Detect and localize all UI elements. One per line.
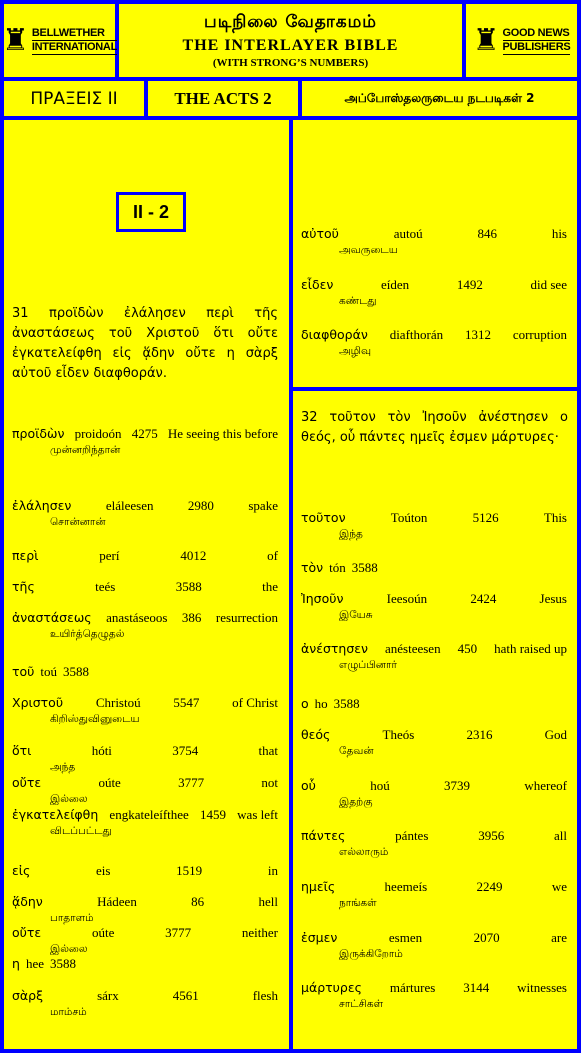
transliteration: Hádeen <box>97 894 137 909</box>
transliteration: sárx <box>97 988 119 1003</box>
greek-word: οὗ <box>301 778 316 793</box>
greek-word: τοῦ <box>12 664 35 679</box>
transliteration: hóti <box>91 743 112 758</box>
word-entry <box>12 547 278 564</box>
transliteration: eláleesen <box>105 498 154 513</box>
transliteration: hoú <box>370 778 390 793</box>
english-gloss: This <box>543 510 567 525</box>
tamil-gloss: இல்லை <box>50 943 88 955</box>
english-gloss: was left <box>237 807 278 822</box>
greek-word: θεός <box>301 727 331 742</box>
english-gloss: corruption <box>512 327 567 342</box>
greek-word: προϊδὼν <box>12 426 65 441</box>
greek-word: μάρτυρες <box>301 980 362 995</box>
english-gloss: are <box>551 930 567 945</box>
greek-word: τοῦτον <box>301 510 346 525</box>
english-gloss: He seeing this before <box>167 426 278 441</box>
transliteration: eíden <box>381 277 410 292</box>
greek-word: ημεῖς <box>301 879 336 894</box>
word-entry <box>301 777 567 811</box>
word-entry <box>301 726 567 760</box>
greek-word: πάντες <box>301 828 346 843</box>
strongs-number: 3777 <box>178 775 205 790</box>
english-gloss: spake <box>248 498 278 513</box>
strongs-number: 3144 <box>463 980 490 995</box>
word-entry <box>301 559 567 576</box>
book-tamil: அப்போஸ்தலருடைய நடபடிகள் 2 <box>302 81 577 116</box>
english-gloss: Jesus <box>539 591 567 606</box>
word-entry <box>12 774 278 808</box>
strongs-number: 1459 <box>200 807 226 822</box>
left-logo-line2: INTERNATIONAL <box>31 40 118 53</box>
word-entry <box>12 893 278 927</box>
transliteration: mártures <box>389 980 436 995</box>
greek-word: ᾅδην <box>12 894 43 909</box>
transliteration: heemeís <box>384 879 428 894</box>
greek-word: ο <box>301 696 309 711</box>
transliteration: pántes <box>395 828 429 843</box>
tamil-gloss: சொன்னான் <box>50 516 106 528</box>
english-gloss: flesh <box>252 988 278 1003</box>
transliteration: proidoón <box>74 426 122 441</box>
bible-title <box>119 4 462 77</box>
bellwether-logo <box>1 4 118 77</box>
transliteration: hee <box>25 956 44 971</box>
strongs-number: 3777 <box>165 925 192 940</box>
strongs-number: 2249 <box>476 879 503 894</box>
tamil-gloss: அவருடைய <box>339 244 398 256</box>
transliteration: anésteesen <box>385 641 441 656</box>
chapter-label: II - 2 <box>116 192 186 232</box>
tamil-gloss: முன்னறிந்தான் <box>50 444 121 456</box>
strongs-number: 2070 <box>473 930 500 945</box>
tamil-gloss: தேவன் <box>339 745 374 757</box>
right-logo-line1: GOOD NEWS <box>502 26 570 39</box>
word-entry <box>301 640 567 674</box>
strongs-number: 4012 <box>180 548 207 563</box>
shepherd-icon: ♜ <box>472 23 500 57</box>
strongs-number: 2980 <box>187 498 214 513</box>
right-logo-line2: PUBLISHERS <box>502 40 571 53</box>
word-entry <box>301 326 567 360</box>
english-gloss: hell <box>258 894 278 909</box>
word-entry <box>12 987 278 1021</box>
strongs-number: 4275 <box>131 426 158 441</box>
english-gloss: the <box>262 579 278 594</box>
verse-32-text: 32 τοῦτον τὸν Ἰησοῦν ἀνέστησεν ο θεός, οὗ πάντες ημεῖς ἐσμεν μάρτυρες· <box>301 410 568 445</box>
strongs-number: 4561 <box>172 988 199 1003</box>
english-gloss: God <box>544 727 567 742</box>
word-entry <box>301 276 567 310</box>
english-gloss: of Christ <box>232 695 278 710</box>
transliteration: diafthorán <box>389 327 444 342</box>
word-entry <box>301 695 567 712</box>
english-gloss: did see <box>530 277 567 292</box>
verse-31-text: 31 προϊδὼν ἐλάλησεν περὶ τῆς ἀναστάσεως τοῦ Χριστοῦ ὅτι οὔτε ἐγκατελείφθη εἰς ᾅδην οὔτε η σὰρξ αὐτοῦ εἶδεν διαφθοράν. <box>12 306 278 381</box>
english-gloss: that <box>258 743 278 758</box>
greek-word: διαφθοράν <box>301 327 368 342</box>
strongs-number: 3588 <box>175 579 202 594</box>
greek-word: Χριστοῦ <box>12 695 64 710</box>
transliteration: oúte <box>91 925 115 940</box>
shepherd-icon: ♜ <box>1 23 29 57</box>
tamil-gloss: விடப்பட்டது <box>50 825 112 837</box>
book-english: THE ACTS 2 <box>148 81 298 116</box>
transliteration: teés <box>95 579 116 594</box>
english-gloss: neither <box>241 925 278 940</box>
strongs-number: 3588 <box>63 664 90 679</box>
transliteration: autoú <box>393 226 423 241</box>
transliteration: anastáseoos <box>106 610 168 625</box>
greek-word: σὰρξ <box>12 988 44 1003</box>
english-gloss: resurrection <box>215 610 278 625</box>
english-gloss: not <box>261 775 278 790</box>
word-entry <box>12 425 278 459</box>
english-gloss: in <box>267 863 278 878</box>
word-entry <box>12 955 278 972</box>
strongs-number: 86 <box>191 894 205 909</box>
greek-word: οὔτε <box>12 775 42 790</box>
transliteration: Ieesoún <box>386 591 428 606</box>
word-entry <box>301 929 567 963</box>
transliteration: ho <box>314 696 328 711</box>
strongs-number: 5547 <box>173 695 200 710</box>
tamil-gloss: அழிவு <box>339 345 372 357</box>
tamil-gloss: நாங்கள் <box>339 897 377 909</box>
greek-word: εἶδεν <box>301 277 334 292</box>
strongs-number: 1492 <box>456 277 483 292</box>
tamil-gloss: இந்த <box>339 528 363 540</box>
greek-word: ἐσμεν <box>301 930 338 945</box>
english-gloss: we <box>551 879 567 894</box>
strongs-number: 1312 <box>464 327 491 342</box>
word-entry <box>12 742 278 776</box>
word-entry <box>12 609 278 643</box>
transliteration: perí <box>99 548 120 563</box>
tamil-gloss: கண்டது <box>339 295 377 307</box>
book-greek: ΠΡΑΞΕΙΣ ΙΙ <box>4 81 144 116</box>
title-subtitle: (WITH STRONG’S NUMBERS) <box>212 57 369 69</box>
tamil-gloss: மாம்சம் <box>50 1006 87 1018</box>
tamil-gloss: எழுப்பினார் <box>339 659 397 671</box>
english-gloss: whereof <box>524 778 567 793</box>
greek-word: ἐλάλησεν <box>12 498 72 513</box>
english-gloss: hath raised up <box>494 641 567 656</box>
tamil-gloss: கிறிஸ்துவினுடைய <box>50 713 140 725</box>
greek-word: ἀναστάσεως <box>12 610 92 625</box>
transliteration: Theós <box>382 727 415 742</box>
strongs-number: 3588 <box>333 696 360 711</box>
greek-word: ἀνέστησεν <box>301 641 369 656</box>
good-news-logo <box>466 4 577 77</box>
greek-word: η <box>12 956 20 971</box>
strongs-number: 5126 <box>472 510 499 525</box>
strongs-number: 3956 <box>478 828 505 843</box>
transliteration: tón <box>329 560 346 575</box>
transliteration: oúte <box>98 775 121 790</box>
tamil-gloss: உயிர்த்தெழுதல் <box>50 628 125 640</box>
word-entry <box>301 827 567 861</box>
transliteration: Toúton <box>390 510 428 525</box>
strongs-number: 3739 <box>444 778 471 793</box>
english-gloss: his <box>551 226 567 241</box>
word-entry <box>12 663 278 680</box>
english-gloss: witnesses <box>517 980 567 995</box>
tamil-gloss: எல்லாரும் <box>339 846 389 858</box>
word-entry <box>301 878 567 912</box>
tamil-gloss: இல்லை <box>50 793 88 805</box>
strongs-number: 3754 <box>172 743 199 758</box>
tamil-gloss: அந்த <box>50 761 76 773</box>
tamil-gloss: இருக்கிறோம் <box>339 948 403 960</box>
greek-word: οὔτε <box>12 925 42 940</box>
word-entry <box>12 694 278 728</box>
title-english: THE INTERLAYER BIBLE <box>182 37 399 54</box>
word-entry <box>301 225 567 259</box>
word-entry <box>301 509 567 543</box>
greek-word: περὶ <box>12 548 39 563</box>
word-entry <box>12 862 278 879</box>
transliteration: toú <box>40 664 58 679</box>
strongs-number: 846 <box>477 226 497 241</box>
greek-word: ἐγκατελείφθη <box>12 807 99 822</box>
greek-word: εἰς <box>12 863 31 878</box>
word-entry <box>12 806 278 840</box>
tamil-gloss: பாதாளம் <box>50 912 94 924</box>
word-entry <box>301 590 567 624</box>
word-entry <box>12 497 278 531</box>
transliteration: esmen <box>388 930 423 945</box>
strongs-number: 3588 <box>49 956 76 971</box>
strongs-number: 2316 <box>466 727 493 742</box>
strongs-number: 386 <box>181 610 202 625</box>
greek-word: τῆς <box>12 579 35 594</box>
transliteration: eis <box>96 863 111 878</box>
transliteration: Christoú <box>95 695 141 710</box>
greek-word: αὐτοῦ <box>301 226 339 241</box>
strongs-number: 2424 <box>470 591 497 606</box>
english-gloss: of <box>267 548 278 563</box>
left-logo-line1: BELLWETHER <box>32 27 117 41</box>
word-entry <box>301 979 567 1013</box>
greek-word: Ἰησοῦν <box>301 591 344 606</box>
english-gloss: all <box>553 828 567 843</box>
strongs-number: 1519 <box>176 863 203 878</box>
word-entry <box>12 578 278 595</box>
greek-word: τὸν <box>301 560 324 575</box>
tamil-gloss: இயேசு <box>339 609 373 621</box>
tamil-gloss: இதற்கு <box>339 796 373 808</box>
word-entry <box>12 924 278 958</box>
strongs-number: 3588 <box>351 560 378 575</box>
greek-word: ὅτι <box>12 743 32 758</box>
strongs-number: 450 <box>457 641 478 656</box>
title-tamil: படிநிலை வேதாகமம் <box>204 12 377 32</box>
transliteration: engkateleífthee <box>109 807 189 822</box>
tamil-gloss: சாட்சிகள் <box>339 998 384 1010</box>
